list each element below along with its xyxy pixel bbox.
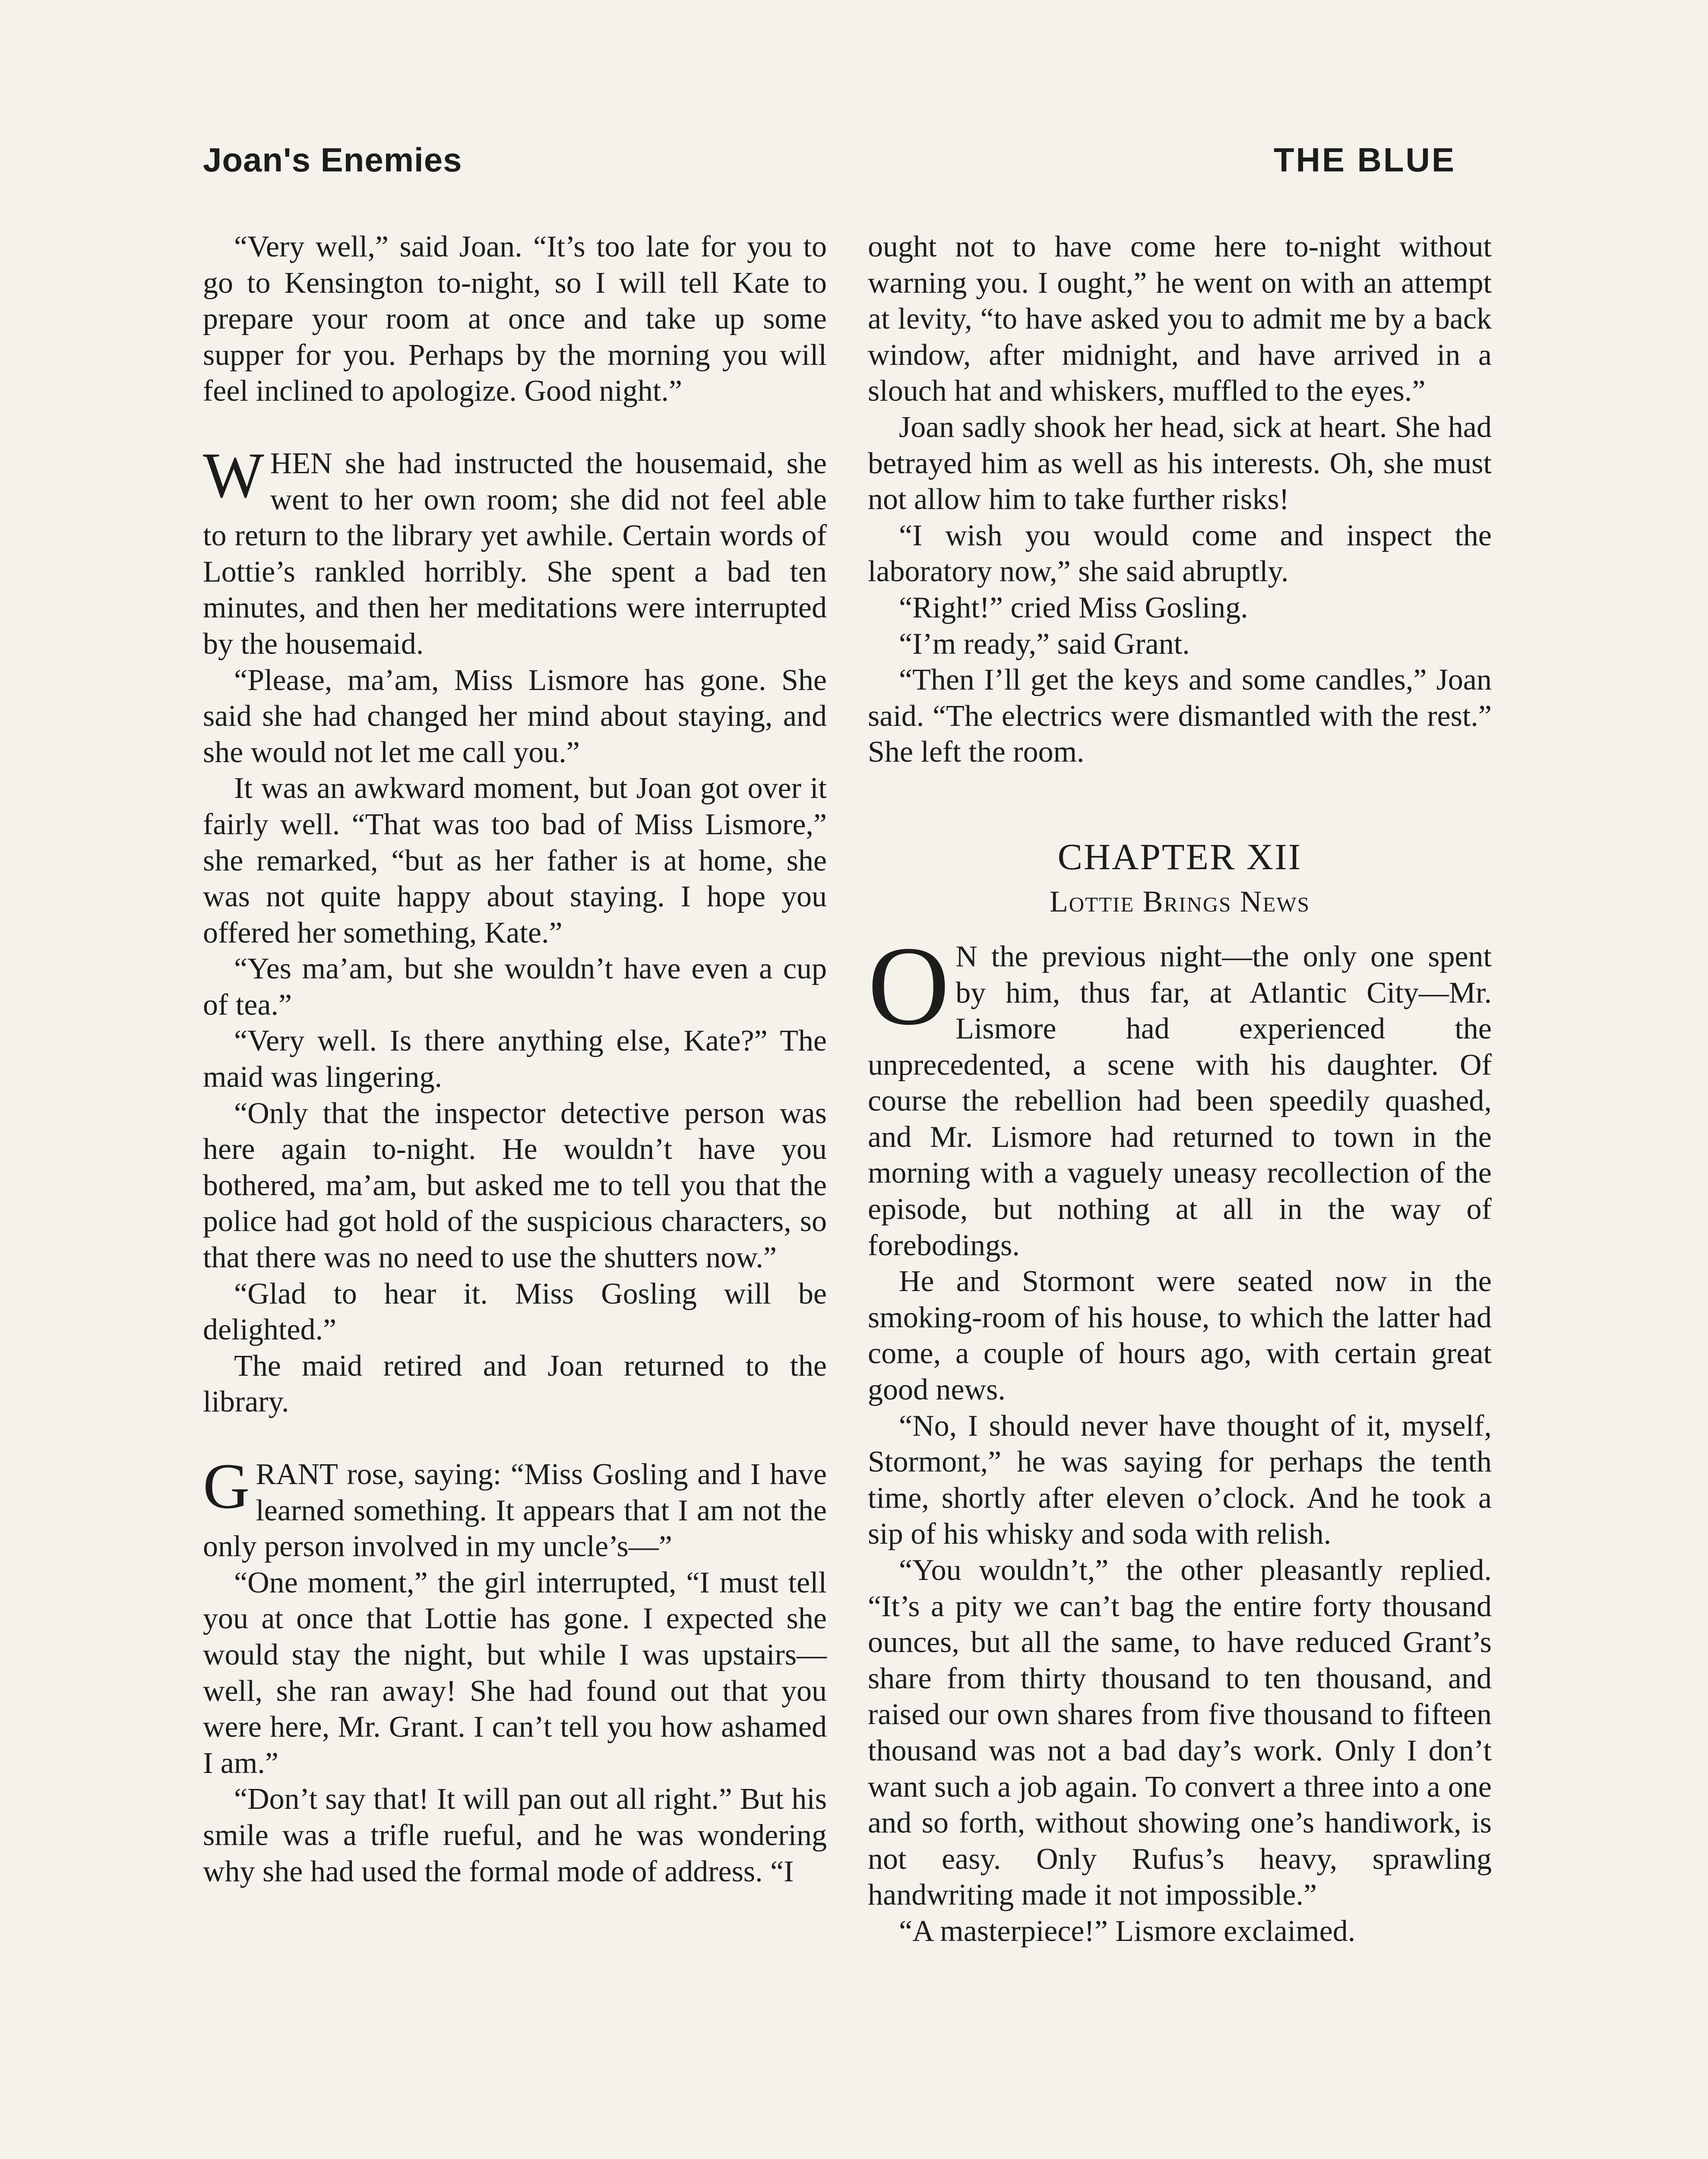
right-column bbox=[868, 229, 1492, 1950]
drop-cap: W bbox=[203, 439, 264, 511]
paragraph: “A masterpiece!” Lismore exclaimed. bbox=[899, 1914, 1356, 1948]
paragraph: “Very well. Is there anything else, Kate?” The maid was lingering. bbox=[203, 1024, 827, 1094]
running-head-magazine: THE BLUE bbox=[1274, 141, 1456, 179]
paragraph: “You wouldn’t,” the other pleasantly replied. “It’s a pity we can’t bag the entire forty thousand ounces, but all the same, to have reduced Grant’s share from thirty thousand to ten thousand, and raised our own shares from five thousand to fifteen thousand was not a bad day’s work. Only I don’t want such a job again. To convert a three into a one and so forth, without showing one’s handiwork, is not easy. Only Rufus’s heavy, sprawling handwriting made it not impossible.” bbox=[868, 1554, 1492, 1912]
paragraph-dropcap bbox=[868, 923, 1492, 1263]
chapter-subtitle: Lottie Brings News bbox=[1050, 885, 1310, 918]
paragraph: “I’m ready,” said Grant. bbox=[899, 627, 1190, 661]
paragraph-text: N the previous night—the only one spent by him, thus far, at Atlantic City—Mr. Lismore had experienced the unprecedented, a scene with his daughter. Of course the rebellion had been speedily quashed, and Mr. Lismore had returned to town in the morning with a vaguely uneasy recollection of the episode, but nothing at all in the way of forebodings. bbox=[868, 940, 1492, 1262]
section-break bbox=[203, 409, 827, 446]
paragraph: “Then I’ll get the keys and some candles,” Joan said. “The electrics were dismantled with the rest.” She left the room. bbox=[868, 663, 1492, 769]
paragraph: “Right!” cried Miss Gosling. bbox=[899, 591, 1248, 624]
paragraph-text: HEN she had instructed the housemaid, she went to her own room; she did not feel able to return to the library yet awhile. Certain words of Lottie’s rankled horribly. She spent a bad ten minutes, and then her meditations were interrupted by the housemaid. bbox=[203, 446, 827, 661]
paragraph: “Please, ma’am, Miss Lismore has gone. She said she had changed her mind about staying, and she would not let me call you.” bbox=[203, 663, 827, 769]
paragraph-dropcap bbox=[203, 1450, 827, 1565]
paragraph: “One moment,” the girl interrupted, “I must tell you at once that Lottie has gone. I expected she would stay the night, but while I was upstairs—well, she ran away! She had found out that you were here, Mr. Grant. I can’t tell you how ashamed I am.” bbox=[203, 1566, 827, 1780]
paragraph: “I wish you would come and inspect the laboratory now,” she said abruptly. bbox=[868, 519, 1492, 589]
paragraph: The maid retired and Joan returned to the library. bbox=[203, 1349, 827, 1419]
section-break bbox=[203, 1420, 827, 1456]
drop-cap: O bbox=[868, 923, 950, 1048]
paragraph-dropcap bbox=[203, 439, 827, 662]
left-column bbox=[203, 229, 827, 1890]
paragraph-text: RANT rose, saying: “Miss Gosling and I have learned something. It appears that I am not the only person involved in my uncle’s—” bbox=[203, 1458, 827, 1564]
paragraph: ought not to have come here to-night without warning you. I ought,” he went on with an attempt at levity, “to have asked you to admit me by a back window, after midnight, and have arrived in a slouch hat and whiskers, muffled to the eyes.” bbox=[868, 230, 1492, 408]
paragraph: “Very well,” said Joan. “It’s too late for you to go to Kensington to-night, so I will tell Kate to prepare your room at once and take up some supper for you. Perhaps by the morning you will feel inclined to apologize. Good night.” bbox=[203, 230, 827, 408]
chapter-heading: CHAPTER XII bbox=[1057, 836, 1302, 877]
paragraph: “Only that the inspector detective person was here again to-night. He wouldn’t have you bothered, ma’am, but asked me to tell you that the police had got hold of the suspicious characters, so that there was no need to use the shutters now.” bbox=[203, 1096, 827, 1275]
drop-cap: G bbox=[203, 1450, 250, 1522]
paragraph: “Yes ma’am, but she wouldn’t have even a cup of tea.” bbox=[203, 952, 827, 1022]
paragraph: He and Stormont were seated now in the smoking-room of his house, to which the latter had come, a couple of hours ago, with certain great good news. bbox=[868, 1265, 1492, 1407]
running-head-title: Joan's Enemies bbox=[203, 141, 462, 179]
paragraph: It was an awkward moment, but Joan got over it fairly well. “That was too bad of Miss Lismore,” she remarked, “but as her father is at home, she was not quite happy about staying. I hope you offered her something, Kate.” bbox=[203, 772, 827, 950]
paragraph: Joan sadly shook her head, sick at heart. She had betrayed him as well as his interests. Oh, she must not allow him to take further risks! bbox=[868, 410, 1492, 516]
paragraph: “Glad to hear it. Miss Gosling will be delighted.” bbox=[203, 1277, 827, 1347]
paragraph: “Don’t say that! It will pan out all right.” But his smile was a trifle rueful, and he was wondering why she had used the formal mode of address. “I bbox=[203, 1782, 827, 1888]
paragraph: “No, I should never have thought of it, myself, Stormont,” he was saying for perhaps the tenth time, shortly after eleven o’clock. And he took a sip of his whisky and soda with relish. bbox=[868, 1409, 1492, 1551]
